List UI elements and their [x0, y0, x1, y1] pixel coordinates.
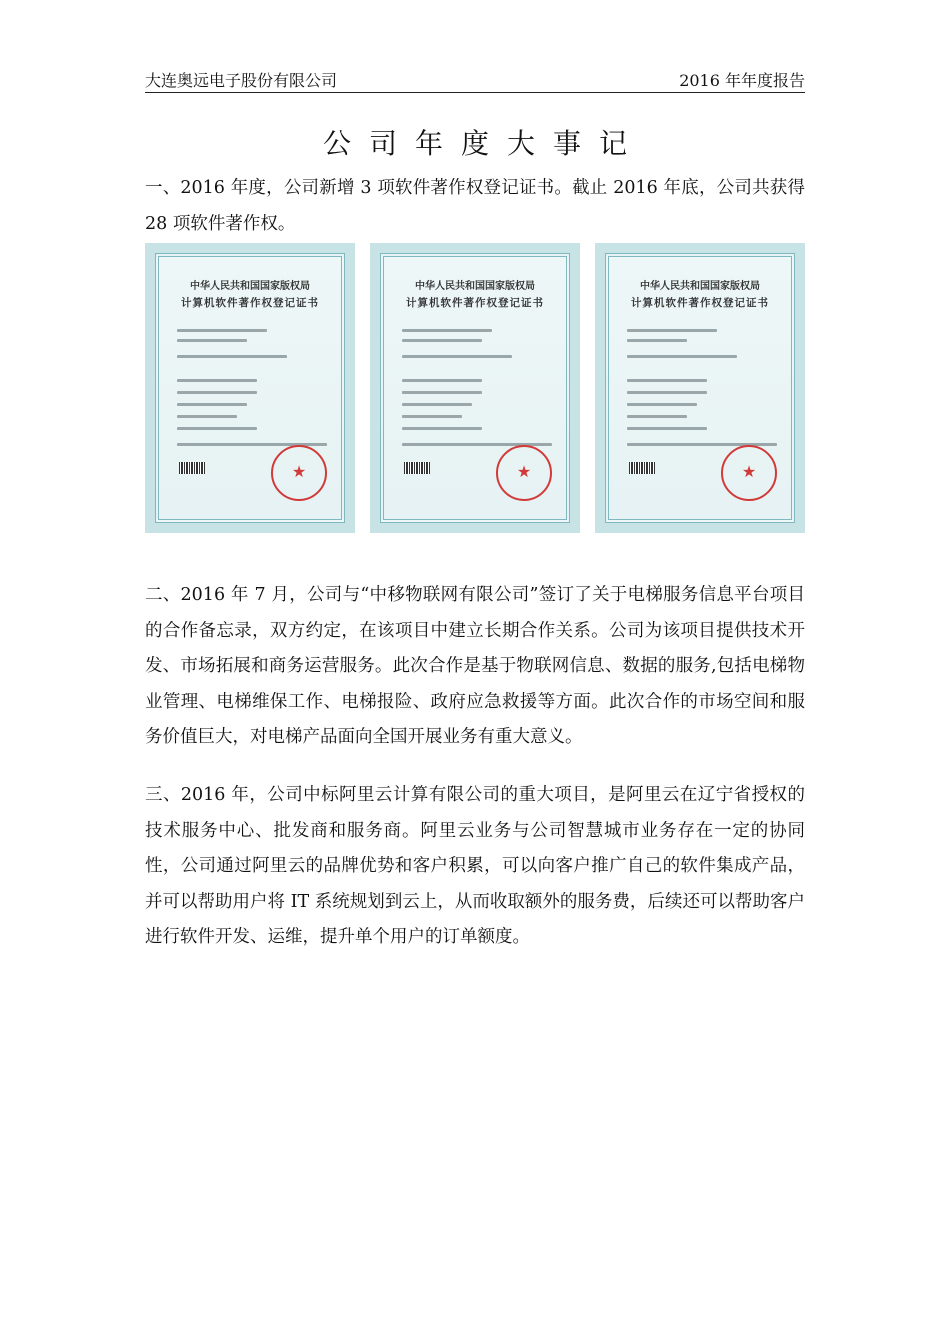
red-seal-icon: ★ [496, 445, 552, 501]
certificate-images [145, 243, 805, 533]
paragraph-3: 三、2016 年，公司中标阿里云计算有限公司的重大项目，是阿里云在辽宁省授权的技术服务中心、批发商和服务商。阿里云业务与公司智慧城市业务存在一定的协同性，公司通过阿里云的品牌优势和客户积累，可以向客户推广自己的软件集成产品，并可以帮助用户将 IT 系统规划到云上，从而收取额外的服务费，后续还可以帮助客户进行软件开发、运维，提升单个用户的订单额度。 [145, 785, 805, 947]
certificate-issuer: 中华人民共和国国家版权局 [190, 281, 310, 292]
certificate-image-2 [370, 243, 580, 533]
certificate-name: 计算机软件著作权登记证书 [181, 297, 319, 309]
barcode-icon [179, 462, 205, 474]
header-report: 2016 年年度报告 [679, 71, 805, 90]
certificate-issuer: 中华人民共和国国家版权局 [415, 281, 535, 292]
barcode-icon [404, 462, 430, 474]
certificate-image-1 [145, 243, 355, 533]
barcode-icon [629, 462, 655, 474]
certificate-name: 计算机软件著作权登记证书 [406, 297, 544, 309]
page-title: 公司年度大事记 [322, 127, 645, 160]
page-header [145, 66, 805, 93]
certificate-issuer: 中华人民共和国国家版权局 [640, 281, 760, 292]
red-seal-icon: ★ [271, 445, 327, 501]
certificate-image-3 [595, 243, 805, 533]
red-seal-icon: ★ [721, 445, 777, 501]
header-company: 大连奥远电子股份有限公司 [145, 71, 338, 90]
certificate-name: 计算机软件著作权登记证书 [631, 297, 769, 309]
paragraph-2: 二、2016 年 7 月，公司与“中移物联网有限公司”签订了关于电梯服务信息平台项目的合作备忘录，双方约定，在该项目中建立长期合作关系。公司为该项目提供技术开发、市场拓展和商务运营服务。此次合作是基于物联网信息、数据的服务,包括电梯物业管理、电梯维保工作、电梯报险、政府应急救援等方面。此次合作的市场空间和服务价值巨大，对电梯产品面向全国开展业务有重大意义。 [145, 585, 805, 747]
paragraph-1: 一、2016 年度，公司新增 3 项软件著作权登记证书。截止 2016 年底，公司共获得 28 项软件著作权。 [145, 178, 805, 234]
